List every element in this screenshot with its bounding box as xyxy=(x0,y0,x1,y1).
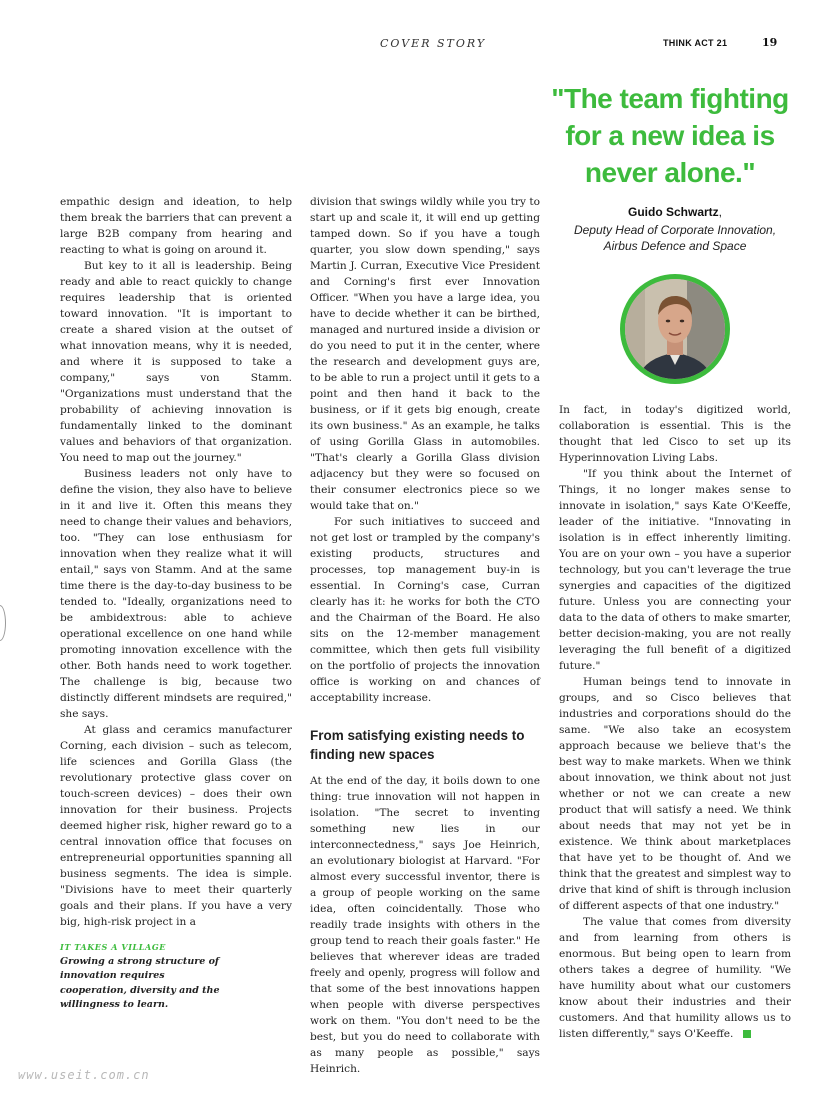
pull-quote xyxy=(535,80,805,191)
image-caption xyxy=(60,940,220,1013)
paragraph: Business leaders not only have to define the vision, they also have to believe in it and live it. Often this means they need to change their values and behaviors, too. "They can lose enthusiasm for innovation when they realize what it will entail," says von Stamm. And at the same time there is the day-to-day business to be tended to. "Ideally, organizations need to be ambidextrous: able to achieve operational excellence on one hand while promoting innovation excellence with the other. Both hands need to work together. The challenge is big, because two distinctly different mindsets are required," she says. xyxy=(60,468,292,720)
paragraph: The value that comes from diversity and from learning from others is enormous. But being open to learn from others takes a degree of humility. "We have humility about what our customers know about their industries and their customers. And that humility allows us to listen differently," says O'Keeffe. xyxy=(559,916,791,1040)
pull-quote-line: "The team fighting xyxy=(551,83,789,114)
article-column-3 xyxy=(559,402,791,1042)
quote-attribution-name: Guido Schwartz, xyxy=(627,205,723,219)
end-of-article-marker-icon xyxy=(743,1030,751,1038)
article-column-1 xyxy=(60,194,292,930)
caption-text: Growing a strong structure of innovation requires cooperation, diversity and the willingness to learn. xyxy=(60,955,220,1010)
portrait-image xyxy=(625,279,725,379)
subheading: From satisfying existing needs to finding new spaces xyxy=(310,728,525,762)
paragraph: division that swings wildly while you try to start up and scale it, it will end up getting tamped down. So if you have a tough quarter, you slow down spending," says Martin J. Curran, Executive Vice President and Corning's first ever Innovation Officer. "When you have a large idea, you have to decide whether it can be birthed, managed and nurtured inside a division or do you need to put it in the center, where the research and development guys are, to be able to run a project until it gets to a point and then hand it back to the business, or if it gets big enough, create its own business." As an example, he talks of using Gorilla Glass in automobiles. "That's clearly a Gorilla Glass division adjacency but they were so focused on their consumer electronics piece so we would take that on." xyxy=(310,196,540,512)
paragraph: empathic design and ideation, to help them break the barriers that can prevent a large B2B company from hearing and reacting to what is going on around it. xyxy=(60,196,292,256)
paragraph: In fact, in today's digitized world, collaboration is essential. This is the thought that led Cisco to set up its Hyperinnovation Living Labs. xyxy=(559,404,791,464)
paragraph: But key to it all is leadership. Being ready and able to react quickly to change requires leadership that is oriented toward innovation. "It is important to create a shared vision at the outset of what innovation means, why it is needed, and where it is supposed to take a company," says von Stamm. "Organizations must understand that the probability of achieving innovation is fundamentally linked to the dominant values and behaviors of that organization. You need to map out the journey." xyxy=(60,260,292,464)
pull-quote-line: never alone." xyxy=(584,157,756,188)
magazine-name: THINK ACT 21 xyxy=(663,38,728,48)
paragraph: "If you think about the Internet of Things, it no longer makes sense to innovate in isolation," says Kate O'Keeffe, leader of the initiative. "Innovating in isolation is in effect inherently limiting. You are on your own – you have a superior technology, but you can't leverage the true synergies and capacities of the digitized future. Unless you are connecting your data to the data of others to make smarter, better decision-making, you are not really leveraging the full benefit of a digitized future." xyxy=(559,468,791,672)
margin-mark-icon xyxy=(0,605,6,641)
paragraph: For such initiatives to succeed and not get lost or trampled by the company's existing products, structures and processes, top management buy-in is essential. In Corning's case, Curran clearly has it: he works for both the CTO and the Chairman of the Board. He also sits on the 12-member management committee, which then gets full visibility on the portfolio of projects the innovation office is working on and chances of acceptability increase. xyxy=(310,516,540,704)
paragraph: At glass and ceramics manufacturer Corning, each division – such as telecom, life sciences and Gorilla Glass (the revolutionary protective glass cover on touch-screen devices) – does their own innovation for their business. Projects deemed higher risk, higher reward go to a central innovation office that focuses on entrepreneurial opportunities spanning all business segments. The idea is simple. "Divisions have to meet their quarterly goals and their plans. If you have a very big, high-risk project in a xyxy=(60,724,292,928)
page-number: 19 xyxy=(762,36,778,49)
pull-quote-line: for a new idea is xyxy=(565,120,775,151)
article-column-2 xyxy=(310,194,540,1077)
portrait-photo xyxy=(620,274,730,384)
section-label: COVER STORY xyxy=(380,37,487,50)
watermark: www.useit.com.cn xyxy=(18,1068,150,1082)
paragraph: Human beings tend to innovate in groups, and so Cisco believes that industries and corporations should do the same. "We also take an ecosystem approach because we believe that's the best way to make markets. When we think about innovation, we think about not just whether or not we can create a new product that will satisfy a need. We think about needs that may not yet be in existence. We think about marketplaces that have yet to be thought of. And we think that the greatest and simplest way to drive that kind of shift is through inclusion of different aspects of that one industry." xyxy=(559,676,791,912)
caption-label: IT TAKES A VILLAGE xyxy=(60,942,166,952)
quote-attribution-title: Deputy Head of Corporate Innovation, Airbus Defence and Space xyxy=(573,223,777,253)
paragraph: At the end of the day, it boils down to one thing: true innovation will not happen in isolation. "The secret to inventing something new lies in our interconnectedness," says Joe Heinrich, an evolutionary biologist at Harvard. "For almost every successful inventor, there is a group of people working on the same idea, often coincidentally. Those who readily trade insights with others in the group tend to reach their goals faster." He believes that wherever ideas are traded freely and openly, progress will follow and that some of the best innovations happen when people with diverse perspectives work on them. "You don't need to be the best, but you do need to collaborate with as many people as possible," says Heinrich. xyxy=(310,775,540,1075)
